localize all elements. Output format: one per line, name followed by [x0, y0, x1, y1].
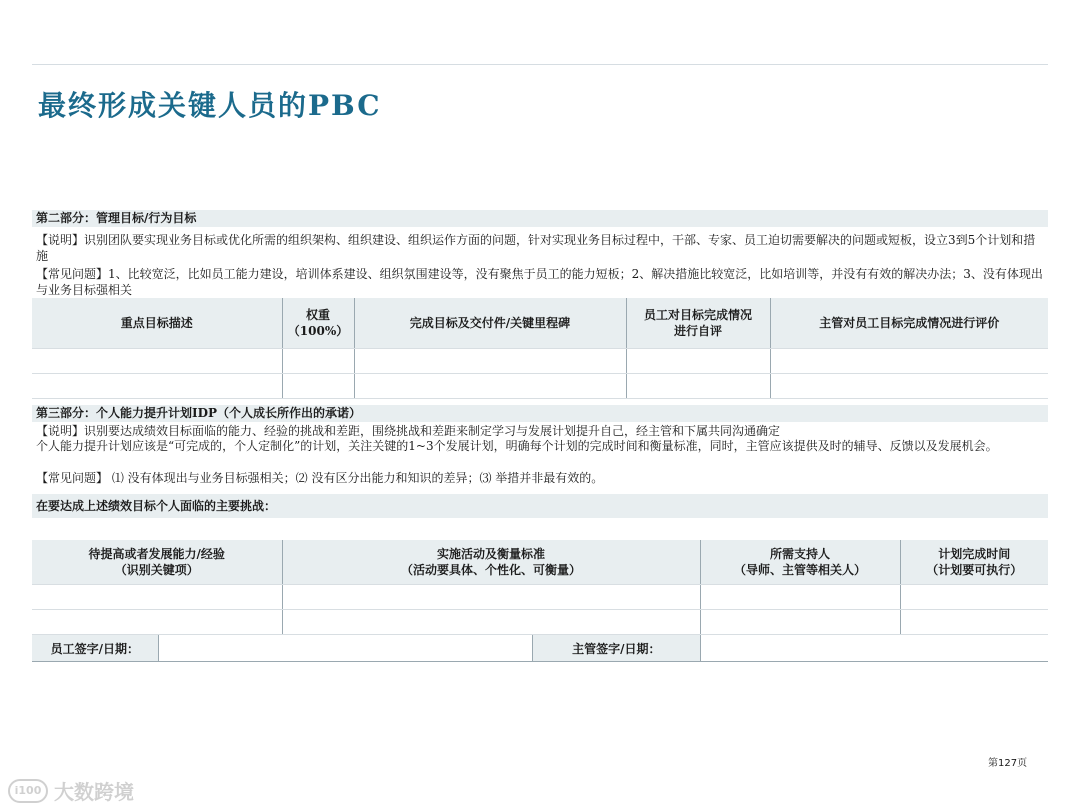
col-activities-main: 实施活动及衡量标准 — [436, 546, 545, 561]
col-deadline — [900, 540, 1048, 584]
part2-problems: 【常见问题】1、比较宽泛，比如员工能力建设，培训体系建设、组织氛围建设等，没有聚焦于员工的能力短板；2、解决措施比较宽泛，比如培训等，并没有有效的解决办法；3、没有体现出与业务目标强相关 — [36, 267, 1043, 297]
table-cell[interactable] — [770, 373, 1048, 398]
table-cell[interactable] — [282, 348, 354, 373]
col-support-sub: （导师、主管等相关人） — [733, 562, 866, 577]
part3-explain: 【说明】识别要达成绩效目标面临的能力、经验的挑战和差距，围绕挑战和差距来制定学习与发展计划提升自己，经主管和下属共同沟通确定 — [36, 424, 781, 438]
col-support — [700, 540, 900, 584]
employee-signature-label: 员工签字/日期： — [32, 635, 158, 661]
col-ability-sub: （识别关键项） — [114, 562, 199, 577]
part2-table — [32, 298, 1048, 399]
part3-explain-2: 个人能力提升计划应该是“可完成的，个人定制化”的计划，关注关键的1~3个发展计划，明确每个计划的完成时间和衡量标准，同时，主管应该提供及时的辅导、反馈以及发展机会。 — [36, 439, 998, 453]
col-activities-sub: （活动要具体、个性化、可衡量） — [400, 562, 581, 577]
challenges-header: 在要达成上述绩效目标个人面临的主要挑战： — [32, 494, 1048, 518]
col-weight-label: 权重 （100%） — [287, 307, 349, 338]
table-cell[interactable] — [900, 584, 1048, 609]
manager-signature-label: 主管签字/日期： — [533, 635, 701, 661]
watermark-text: 大数跨境 — [54, 780, 134, 804]
col-activities — [282, 540, 700, 584]
table-row — [32, 373, 1048, 398]
watermark-logo-icon: i100 — [8, 779, 48, 803]
signature-row — [32, 635, 1048, 662]
table-cell[interactable] — [32, 584, 282, 609]
part2-explain: 【说明】识别团队要实现业务目标或优化所需的组织架构、组织建设、组织运作方面的问题，针对实现业务目标过程中，干部、专家、员工迫切需要解决的问题或短板，设立3到5个计划和措施 — [36, 233, 1036, 263]
table-cell[interactable] — [626, 373, 770, 398]
table-cell[interactable] — [900, 609, 1048, 634]
table-cell[interactable] — [626, 348, 770, 373]
table-cell[interactable] — [32, 348, 282, 373]
col-manager-eval: 主管对员工目标完成情况进行评价 — [770, 298, 1048, 348]
table-cell[interactable] — [700, 609, 900, 634]
table-cell[interactable] — [354, 373, 626, 398]
col-self-eval — [626, 298, 770, 348]
col-ability — [32, 540, 282, 584]
table-cell[interactable] — [770, 348, 1048, 373]
top-divider — [32, 64, 1048, 65]
col-self-eval-label: 员工对目标完成情况进行自评 — [643, 307, 752, 338]
table-row — [32, 348, 1048, 373]
col-goal-description: 重点目标描述 — [32, 298, 282, 348]
col-ability-main: 待提高或者发展能力/经验 — [88, 546, 225, 561]
col-deliverables: 完成目标及交付件/关键里程碑 — [354, 298, 626, 348]
table-cell[interactable] — [32, 373, 282, 398]
table-cell[interactable] — [282, 584, 700, 609]
part3-header: 第三部分：个人能力提升计划IDP（个人成长所作出的承诺） — [32, 405, 1048, 422]
col-support-main: 所需支持人 — [769, 546, 830, 561]
manager-signature-field[interactable] — [700, 635, 1048, 661]
table-cell[interactable] — [354, 348, 626, 373]
part3-problems: 【常见问题】 ⑴ 没有体现出与业务目标强相关；⑵ 没有区分出能力和知识的差异；⑶ 举措并非最有效的。 — [36, 471, 604, 485]
table-cell[interactable] — [700, 584, 900, 609]
part3-table — [32, 540, 1048, 635]
col-deadline-main: 计划完成时间 — [938, 546, 1011, 561]
table-cell[interactable] — [282, 609, 700, 634]
employee-signature-field[interactable] — [158, 635, 533, 661]
table-cell[interactable] — [32, 609, 282, 634]
col-weight — [282, 298, 354, 348]
page-number: 第127页 — [988, 758, 1028, 769]
table-row — [32, 584, 1048, 609]
col-deadline-sub: （计划要可执行） — [926, 562, 1023, 577]
part2-header: 第二部分：管理目标/行为目标 — [32, 210, 1048, 227]
page-title: 最终形成关键人员的PBC — [38, 89, 382, 122]
table-row — [32, 609, 1048, 634]
watermark — [8, 776, 134, 805]
table-cell[interactable] — [282, 373, 354, 398]
